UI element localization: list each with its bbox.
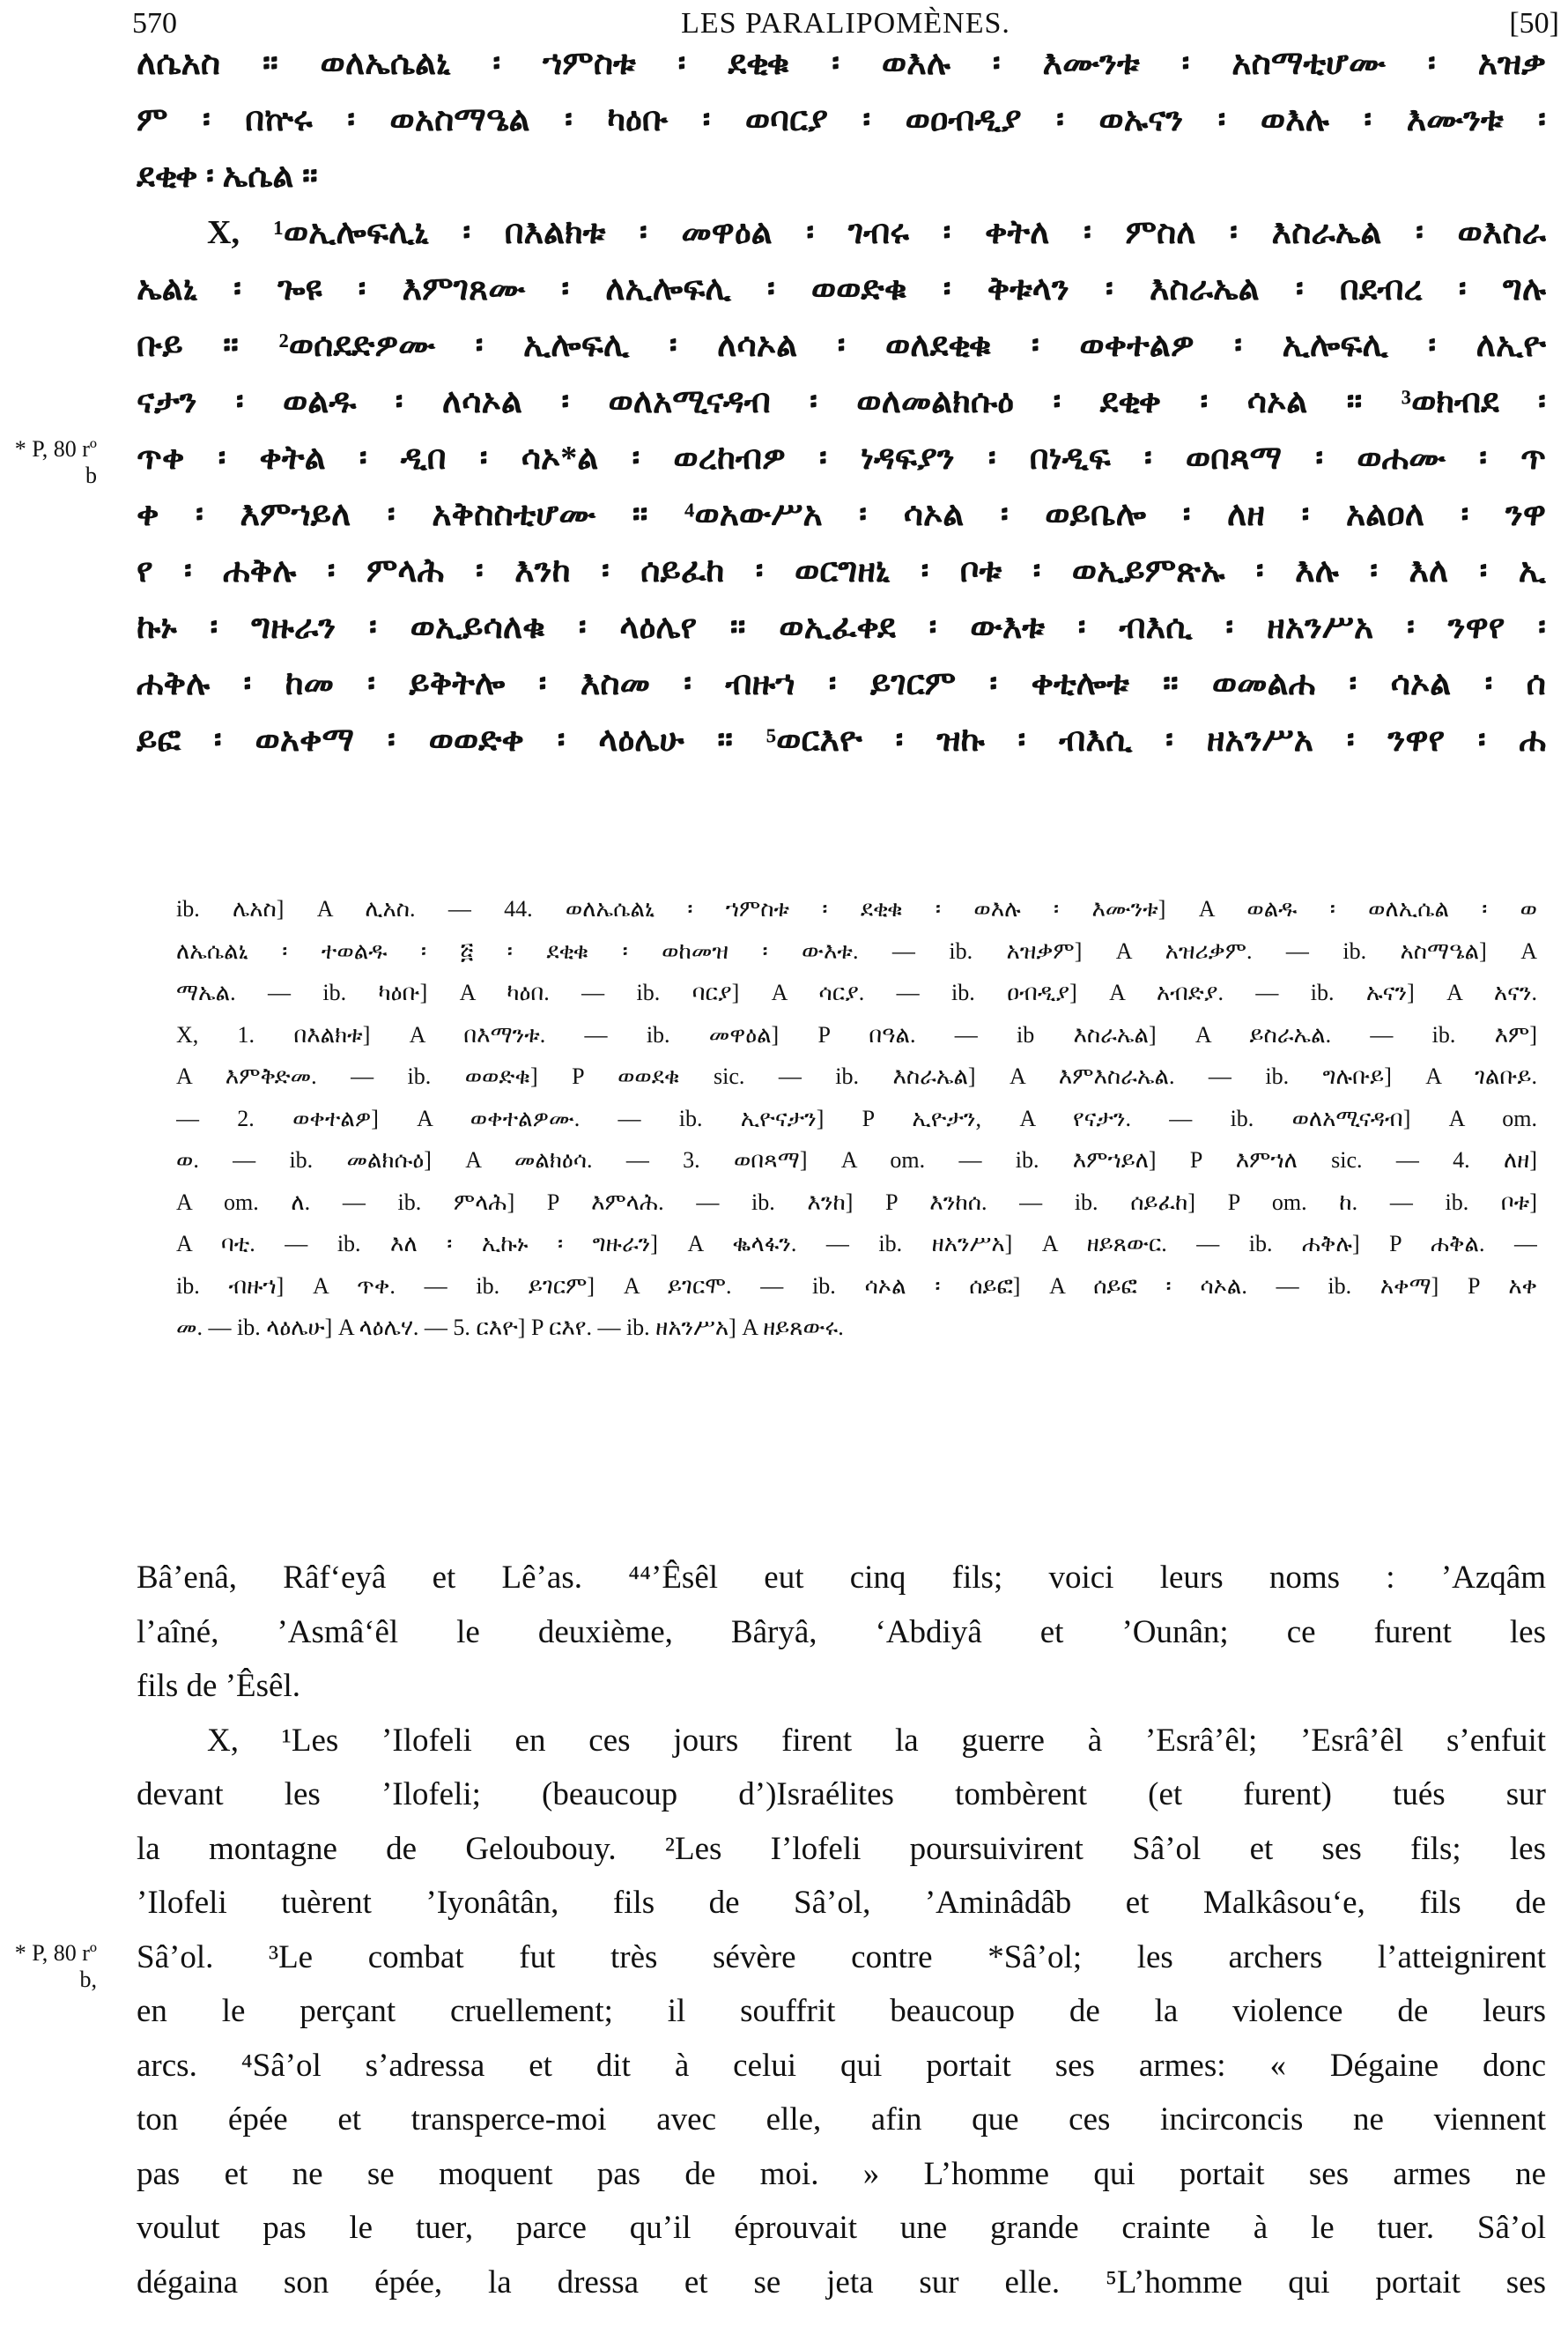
footnote-line: መ. — ib. ላዕሌሁ] A ላዕሌሃ. — 5. ርእዮ] P ርእየ. — ib. ዘአንሥአ] A ዘይጸውሩ. [176, 1315, 844, 1340]
ethiopic-line: ኤልኒ ፡ ጐዩ ፡ እምገጸሙ ፡ ለኢሎፍሊ ፡ ወወድቁ ፡ ቅቱላን ፡ እስራኤል ፡ በደብረ ፡ ግሉ [137, 270, 1546, 307]
footnote-line: X, 1. በእልክቱ] A በእማንቱ. — ib. መዋዕል] P በዓል. — ib እስራኤል] A ይስራኤል. — ib. እም] [176, 1021, 1537, 1048]
ethiopic-line: የ ፡ ሐቅሉ ፡ ምላሕ ፡ እንከ ፡ ሰይፈከ ፡ ወርግዘኒ ፡ ቦቱ ፡ ወኢይምጽኡ ፡ እሉ ፡ እለ ፡ ኢ [137, 552, 1546, 589]
ethiopic-line: ይፎ ፡ ወአቀማ ፡ ወወድቀ ፡ ላዕሌሁ ። ⁵ወርእዮ ፡ ዝኩ ፡ ብእሲ ፡ ዘአንሥአ ፡ ንዋየ ፡ ሐ [137, 722, 1546, 759]
ethiopic-line: ቡይ ። ²ወሰደድዎሙ ፡ ኢሎፍሊ ፡ ለሳኦል ፡ ወለደቂቁ ፡ ወቀተልዎ ፡ ኢሎፍሊ ፡ ለኢዮ [137, 327, 1546, 364]
translation-line: Sâ’ol. ³Le combat fut très sévère contre *Sâ’ol; les archers l’atteignirent [137, 1938, 1546, 1975]
translation-line: l’aîné, ’Asmâ‘êl le deuxième, Bâryâ, ‘Abdiyâ et ’Ounân; ce furent les [137, 1613, 1546, 1650]
ethiopic-line: ቀ ፡ እምኀይለ ፡ አቅስስቲሆሙ ። ⁴ወአውሥአ ፡ ሳኦል ፡ ወይቤሎ ፡ ለዘ ፡ አልዐለ ፡ ንዋ [137, 496, 1546, 533]
translation-line: Bâ’enâ, Râf‘eyâ et Lê’as. ⁴⁴’Êsêl eut cinq fils; voici leurs noms : ’Azqâm [137, 1560, 1546, 1596]
section-marker: [50] [1509, 7, 1559, 40]
ethiopic-line: ሐቅሉ ፡ ከመ ፡ ይቅትሎ ፡ እስመ ፡ ብዙኀ ፡ ይገርም ፡ ቀቲሎቱ ። ወመልሐ ፡ ሳኦል ፡ ሰ [137, 665, 1546, 702]
translation-line: ton épée et transperce-moi avec elle, afin que ces incirconcis ne viennent [137, 2101, 1546, 2138]
footnote-line: ማኤል. — ib. ካዕቡ] A ካዕበ. — ib. ባርያ] A ሳርያ. — ib. ዐብዲያ] A አብድያ. — ib. ኡናን] A አናን. [176, 980, 1537, 1005]
ethiopic-line: X, ¹ወኢሎፍሊኒ ፡ በእልክቱ ፡ መዋዕል ፡ ገብሩ ፡ ቀትለ ፡ ምስለ ፡ እስራኤል ፡ ወእስራ [207, 214, 1546, 251]
footnote-line: ib. ሌአስ] A ሊአስ. — 44. ወለኤሴልኒ ፡ ኀምስቱ ፡ ደቂቁ ፡ ወእሉ ፡ እሙንቱ] A ወልዱ ፡ ወለኢሴል ፡ ወ [176, 896, 1537, 922]
margin-note-french: * P, 80 rº b, [14, 1940, 97, 1992]
ethiopic-line: ለሴአስ ። ወለኤሴልኒ ፡ ኀምስቱ ፡ ደቂቁ ፡ ወእሉ ፡ እሙንቱ ፡ አስማቲሆሙ ፡ አዝቃ [137, 45, 1546, 82]
ethiopic-line: ኩኑ ፡ ግዙራን ፡ ወኢይሳለቁ ፡ ላዕሌየ ። ወኢፈቀደ ፡ ውእቱ ፡ ብእሲ ፡ ዘአንሥአ ፡ ንዋየ ፡ [137, 609, 1546, 646]
french-translation [137, 1551, 1546, 2309]
translation-line: ’Ilofeli tuèrent ’Iyonâtân, fils de Sâ’ol, ’Aminâdâb et Malkâsou‘e, fils de [137, 1885, 1546, 1921]
critical-apparatus [176, 888, 1537, 1349]
footnote-line: ለኤሴልኒ ፡ ተወልዱ ፡ ፭ ፡ ደቂቁ ፡ ወከመዝ ፡ ውእቱ. — ib. አዝቃም] A አዝሪቃም. — ib. አስማዔል] A [176, 937, 1537, 964]
footnote-line: — 2. ወቀተልዎ] A ወቀተልዎሙ. — ib. ኢዮናታን] P ኢዮታን, A የናታን. — ib. ወለአሚናዳብ] A om. [176, 1105, 1537, 1131]
ethiopic-line: ናታን ፡ ወልዱ ፡ ለሳኦል ፡ ወለአሚናዳብ ፡ ወለመልክሱዕ ፡ ደቂቀ ፡ ሳኦል ። ³ወክብደ ፡ [137, 383, 1546, 420]
ethiopic-line: ም ፡ በኵሩ ፡ ወአስማዔል ፡ ካዕቡ ፡ ወባርያ ፡ ወዐብዲያ ፡ ወኡናን ፡ ወእሉ ፡ እሙንቱ ፡ [137, 101, 1546, 138]
translation-line: fils de ’Êsêl. [137, 1668, 300, 1704]
translation-line: voulut pas le tuer, parce qu’il éprouvait une grande crainte à le tuer. Sâ’ol [137, 2210, 1546, 2246]
translation-line: dégaina son épée, la dressa et se jeta sur elle. ⁵L’homme qui portait ses [137, 2264, 1546, 2301]
translation-line: arcs. ⁴Sâ’ol s’adressa et dit à celui qui portait ses armes: « Dégaine donc [137, 2047, 1546, 2084]
running-title: LES PARALIPOMÈNES. [681, 7, 1010, 40]
footnote-line: A ባቲ. — ib. እለ ፡ ኢኩኑ ፡ ግዙራን] A ቈላፋን. — ib. ዘአንሥአ] A ዘይጸውር. — ib. ሐቅሉ] P ሐቅል. — [176, 1231, 1537, 1256]
ethiopic-text [137, 35, 1546, 768]
translation-line: devant les ’Ilofeli; (beaucoup d’)Israélites tombèrent (et furent) tués sur [137, 1776, 1546, 1812]
translation-line: en le perçant cruellement; il souffrit beaucoup de la violence de leurs [137, 1993, 1546, 2029]
footnote-line: ib. ብዙኀ] A ጥቀ. — ib. ይገርም] A ይገርሞ. — ib. ሳኦል ፡ ሰይፎ] A ሰይፎ ፡ ሳኦል. — ib. አቀማ] P አቀ [176, 1272, 1537, 1299]
ethiopic-line: ደቂቀ ፡ ኤሴል ። [137, 158, 318, 195]
footnote-line: A እምቅድመ. — ib. ወወድቁ] P ወወደቁ sic. — ib. እስራኤል] A እምእስራኤል. — ib. ግሉቡይ] A ገልቡይ. [176, 1063, 1537, 1089]
margin-note-ethiopic: * P, 80 rº b [14, 436, 97, 488]
page-number: 570 [132, 7, 177, 40]
footnote-line: ወ. — ib. መልክሱዕ] A መልክዕሳ. — 3. ወበጻማ] A om. — ib. እምኀይለ] P እምኀለ sic. — 4. ለዘ] [176, 1147, 1537, 1173]
ethiopic-line: ጥቀ ፡ ቀትል ፡ ዲበ ፡ ሳኦ*ል ፡ ወረከብዎ ፡ ነዳፍያን ፡ በነዲፍ ፡ ወበጻማ ፡ ወሐሙ ፡ ጥ [137, 440, 1546, 477]
translation-line: la montagne de Geloubouy. ²Les I’lofeli poursuivirent Sâ’ol et ses fils; les [137, 1830, 1546, 1867]
footnote-line: A om. ለ. — ib. ምላሕ] P እምላሕ. — ib. እንከ] P እንከሰ. — ib. ሰይፈከ] P om. ከ. — ib. ቦቱ] [176, 1189, 1537, 1215]
translation-line: pas et ne se moquent pas de moi. » L’homme qui portait ses armes ne [137, 2155, 1546, 2192]
translation-line: X, ¹Les ’Ilofeli en ces jours firent la guerre à ’Esrâ’êl; ’Esrâ’êl s’enfuit [207, 1722, 1546, 1759]
